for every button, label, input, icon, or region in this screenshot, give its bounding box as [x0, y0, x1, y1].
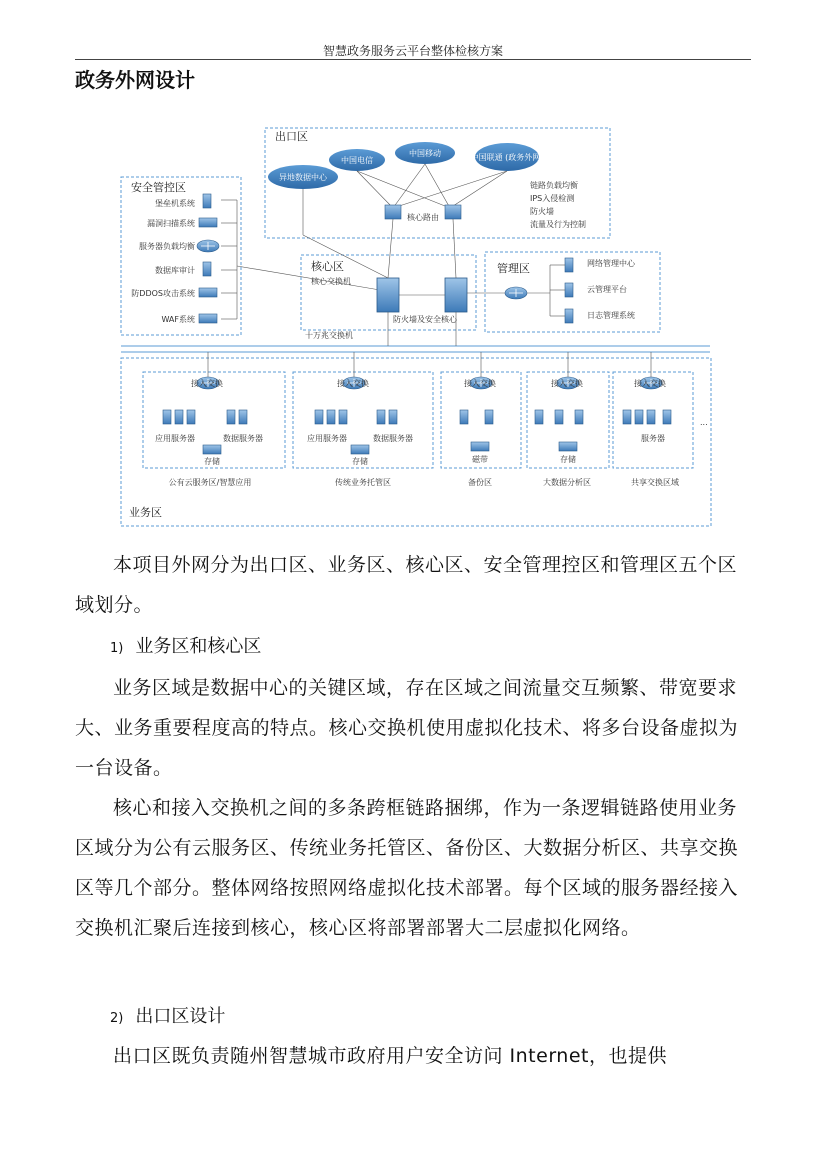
- paragraph-exit: 出口区既负责随州智慧城市政府用户安全访问 Internet，也提供: [113, 1045, 667, 1067]
- section-name: 共享交换区域: [631, 478, 679, 487]
- cloud-telecom: [329, 149, 385, 171]
- security-item: 服务器负载均衡: [139, 242, 195, 251]
- exit-feature: 链路负载均衡: [530, 181, 578, 190]
- heading-1: [110, 632, 261, 658]
- core-zone-label: 核心区: [311, 260, 344, 273]
- core-switch-2: [445, 278, 467, 312]
- storage-label: 存储: [204, 457, 220, 466]
- heading-1-number: 1): [110, 641, 124, 656]
- exit-zone-label: 出口区: [275, 130, 308, 143]
- access-switch-label: 接入交换: [191, 379, 223, 388]
- router-2: [445, 205, 461, 219]
- paragraph-business: 业务区域是数据中心的关键区域，存在区域之间流量交互频繁、带宽要求大、业务重要程度高的特点。核心交换机使用虚拟化技术、将多台设备虚拟为一台设备。: [75, 677, 739, 779]
- section-name: 备份区: [468, 478, 492, 487]
- heading-2-number: 2): [110, 1011, 124, 1026]
- storage-label: 存储: [352, 457, 368, 466]
- cloud-unicom: [471, 143, 544, 171]
- exit-feature: IPS入侵检测: [530, 194, 575, 203]
- exit-feature: 流量及行为控制: [530, 220, 586, 229]
- section-title: 政务外网设计: [75, 68, 195, 92]
- server-label: 应用服务器: [307, 434, 347, 443]
- header-rule: [75, 59, 751, 60]
- server-label: 服务器: [641, 434, 665, 443]
- security-item: WAF系统: [161, 315, 195, 324]
- core-router-label: 核心路由: [407, 213, 439, 222]
- core-switch-label: 核心交换机: [311, 277, 351, 286]
- access-switch-label: 接入交换: [634, 379, 666, 388]
- core-bottom-label: 防火墙及安全核心: [393, 315, 457, 324]
- business-zone-label: 业务区: [129, 506, 162, 519]
- heading-2-text: 出口区设计: [135, 1006, 226, 1027]
- section-name: 传统业务托管区: [335, 478, 391, 487]
- storage-label: 存储: [560, 455, 576, 464]
- management-zone-label: 管理区: [497, 262, 530, 275]
- network-diagram: [115, 120, 715, 530]
- heading-1-text: 业务区和核心区: [135, 636, 262, 657]
- security-zone-label: 安全管控区: [131, 181, 186, 194]
- access-switch-label: 接入交换: [337, 379, 369, 388]
- security-item: 防DDOS攻击系统: [131, 289, 195, 298]
- server-label: 数据服务器: [223, 434, 263, 443]
- cloud-label: 中国移动: [409, 149, 441, 158]
- core-footer-label: 十万兆交换机: [305, 331, 353, 340]
- router-1: [385, 205, 401, 219]
- body-content-3: [75, 1036, 751, 1076]
- cloud-label: 中国电信: [341, 156, 373, 165]
- storage-label: 磁带: [472, 455, 488, 464]
- ellipsis: ...: [700, 418, 708, 427]
- section-name: 公有云服务区/智慧应用: [168, 478, 252, 487]
- mgmt-item: 日志管理系统: [587, 311, 635, 320]
- body-content-2: [75, 668, 751, 948]
- paragraph-intro: 本项目外网分为出口区、业务区、核心区、安全管理控区和管理区五个区域划分。: [75, 554, 738, 616]
- mgmt-item: 网络管理中心: [587, 259, 635, 268]
- server-label: 应用服务器: [155, 434, 195, 443]
- body-content: [75, 545, 751, 625]
- exit-feature: 防火墙: [530, 207, 554, 216]
- cloud-label: 中国联通 (政务外网): [470, 153, 544, 162]
- heading-2: [110, 1002, 225, 1028]
- cloud-mobile: [395, 142, 455, 164]
- cloud-remote-dc: [268, 165, 338, 189]
- page-header: 智慧政务服务云平台整体检核方案: [322, 44, 503, 58]
- security-item: 堡垒机系统: [155, 199, 195, 208]
- paragraph-core: 核心和接入交换机之间的多条跨框链路捆绑，作为一条逻辑链路使用业务区域分为公有云服务区、传统业务托管区、备份区、大数据分析区、共享交换区等几个部分。整体网络按照网络虚拟化技术部署。每个区域的服务器经接入交换机汇聚后连接到核心，核心区将部署部署大二层虚拟化网络。: [75, 797, 739, 939]
- server-label: 数据服务器: [373, 434, 413, 443]
- security-item: 数据库审计: [155, 266, 195, 275]
- access-switch-label: 接入交换: [551, 379, 583, 388]
- access-switch-label: 接入交换: [464, 379, 496, 388]
- cloud-label: 异地数据中心: [279, 173, 327, 182]
- security-item: 漏洞扫描系统: [147, 219, 195, 228]
- core-switch-1: [377, 278, 399, 312]
- mgmt-item: 云管理平台: [587, 285, 627, 294]
- section-name: 大数据分析区: [543, 478, 591, 487]
